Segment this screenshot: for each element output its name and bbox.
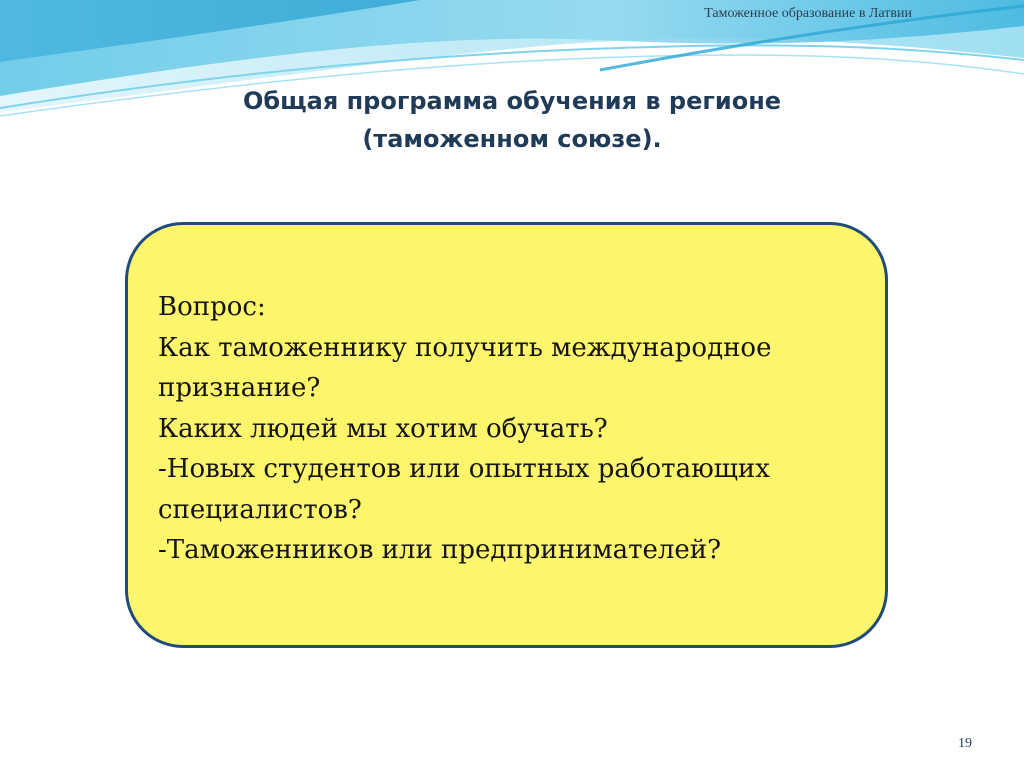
page-number: 19 bbox=[958, 736, 972, 751]
slide-title-line-2: (таможенном союзе). bbox=[362, 125, 662, 153]
callout-line: Как таможеннику получить международное bbox=[158, 332, 772, 363]
callout-line: -Таможенников или предпринимателей? bbox=[158, 535, 722, 565]
header-text: Таможенное образование в Латвии bbox=[704, 6, 912, 21]
callout-line: Каких людей мы хотим обучать? bbox=[158, 413, 608, 444]
slide-title-line-1: Общая программа обучения в регионе bbox=[242, 87, 782, 115]
callout-line: -Новых студентов или опытных работающих bbox=[158, 454, 770, 484]
slide-title bbox=[0, 82, 1024, 158]
callout-line: Вопрос: bbox=[158, 292, 266, 322]
question-callout-box bbox=[125, 222, 888, 648]
callout-line: специалистов? bbox=[158, 494, 362, 525]
callout-line: признание? bbox=[158, 373, 321, 403]
